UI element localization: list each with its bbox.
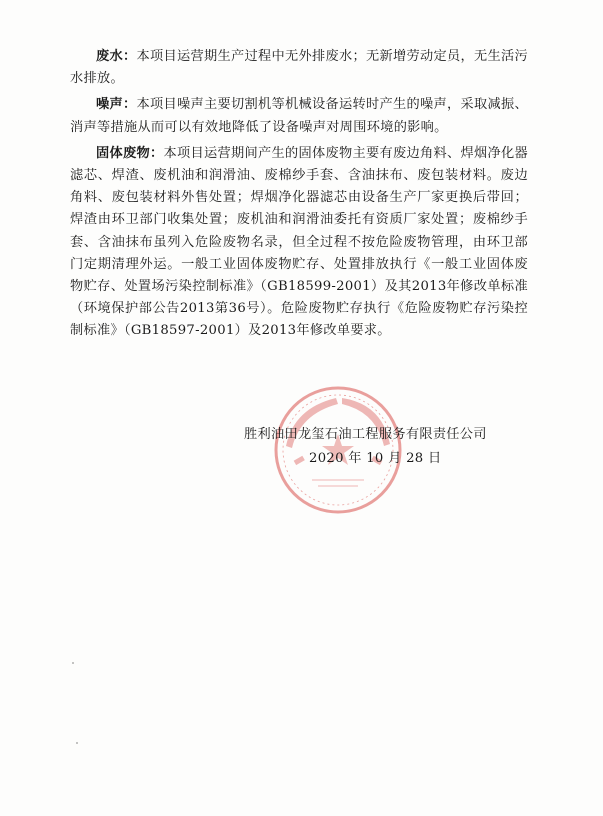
text-wastewater: 本项目运营期生产过程中无外排废水；无新增劳动定员，无生活污水排放。 <box>70 49 528 87</box>
paragraph-solid-waste <box>70 143 528 343</box>
signature-date: 2020 年 10 月 28 日 <box>309 451 442 466</box>
paragraph-wastewater <box>70 46 528 90</box>
signature-company: 胜利油田龙玺石油工程服务有限责任公司 <box>244 427 487 442</box>
text-solid-waste: 本项目运营期间产生的固体废物主要有废边角料、焊烟净化器滤芯、焊渣、废机油和润滑油、废棉纱手套、含油抹布、废包装材料。废边角料、废包装材料外售处置；焊烟净化器滤芯由设备生产厂家更换后带回；焊渣由环卫部门收集处置；废机油和润滑油委托有资质厂家处置；废棉纱手套、含油抹布虽列入危险废物名录，但全过程不按危险废物管理，由环卫部门定期清理外运。一般工业固体废物贮存、处置排放执行《一般工业固体废物贮存、处置场污染控制标准》（GB18599-2001）及其2013年修改单标准（环境保护部公告2013第36号）。危险废物贮存执行《危险废物贮存污染控制标准》（GB18597-2001）及2013年修改单要求。 <box>70 145 528 339</box>
paragraph-noise <box>70 94 528 138</box>
term-solid-waste: 固体废物： <box>96 145 164 161</box>
scan-speck <box>76 742 78 744</box>
document-body <box>70 46 528 347</box>
scan-speck <box>72 662 74 664</box>
term-noise: 噪声： <box>96 97 137 113</box>
text-noise: 本项目噪声主要切割机等机械设备运转时产生的噪声，采取减振、消声等措施从而可以有效地降低了设备噪声对周围环境的影响。 <box>70 97 528 135</box>
term-wastewater: 废水： <box>96 49 137 64</box>
